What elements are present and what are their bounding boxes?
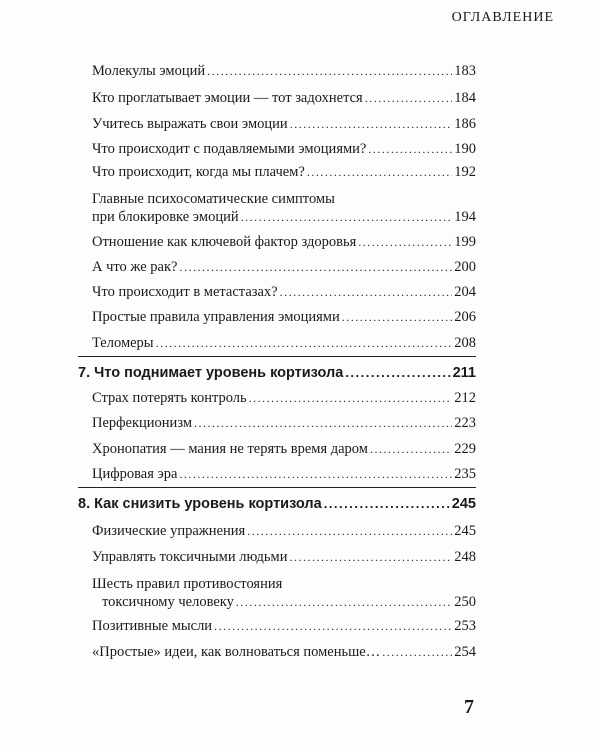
leader-dots (290, 115, 453, 133)
toc-entry[interactable] (92, 283, 476, 301)
entry-title: Молекулы эмоций (92, 63, 206, 79)
entry-title: Простые правила управления эмоциями (92, 309, 340, 325)
chapter-divider (78, 356, 476, 357)
entry-title: токсичному человеку (102, 594, 234, 610)
entry-page: 253 (454, 618, 476, 634)
toc-chapter[interactable] (78, 495, 476, 513)
chapter-divider (78, 487, 476, 488)
leader-dots (370, 440, 452, 458)
entry-page: 200 (454, 259, 476, 275)
toc-entry[interactable] (92, 62, 476, 80)
entry-title: Управлять токсичными людьми (92, 549, 288, 565)
leader-dots (358, 233, 452, 251)
leader-dots (368, 140, 452, 158)
entry-page: 183 (454, 63, 476, 79)
entry-title: Кто проглатывает эмоции — тот задохнется (92, 90, 363, 106)
toc-entry[interactable] (92, 465, 476, 483)
entry-title: А что же рак? (92, 259, 178, 275)
entry-title: Физические упражнения (92, 523, 246, 539)
toc-entry[interactable] (92, 190, 476, 226)
chapter-page: 211 (452, 365, 476, 381)
toc-entry[interactable] (92, 414, 476, 432)
entry-page: 212 (454, 390, 476, 406)
entry-page: 235 (454, 466, 476, 482)
entry-page: 186 (454, 116, 476, 132)
leader-dots (345, 364, 450, 382)
entry-title: Цифровая эра (92, 466, 178, 482)
toc-entry[interactable] (92, 308, 476, 326)
entry-page: 254 (454, 644, 476, 660)
entry-page: 248 (454, 549, 476, 565)
leader-dots (342, 308, 453, 326)
entry-title: при блокировке эмоций (92, 209, 239, 225)
entry-title: «Простые» идеи, как волноваться поменьше… (92, 644, 381, 660)
running-head: ОГЛАВЛЕНИЕ (451, 10, 554, 25)
entry-page: 194 (454, 209, 476, 225)
leader-dots (236, 593, 452, 611)
entry-title: Страх потерять контроль (92, 390, 247, 406)
leader-dots (156, 334, 453, 352)
chapter-title: 8. Как снизить уровень кортизола (78, 496, 322, 512)
toc-entry[interactable] (92, 334, 476, 352)
leader-dots (249, 389, 453, 407)
toc-entry[interactable] (92, 233, 476, 251)
page-number: 7 (464, 696, 474, 718)
entry-page: 204 (454, 284, 476, 300)
entry-title: Что происходит с подавляемыми эмоциями? (92, 141, 367, 157)
entry-page: 199 (454, 234, 476, 250)
entry-title: Отношение как ключевой фактор здоровья (92, 234, 357, 250)
leader-dots (179, 465, 452, 483)
entry-title: Учитесь выражать свои эмоции (92, 116, 288, 132)
entry-title: Что происходит в метастазах? (92, 284, 278, 300)
toc-entry[interactable] (92, 617, 476, 635)
entry-title: Что происходит, когда мы плачем? (92, 164, 305, 180)
toc-entry[interactable] (92, 440, 476, 458)
entry-title-line1: Шесть правил противостояния (92, 576, 283, 592)
toc-entry[interactable] (92, 522, 476, 540)
toc-chapter[interactable] (78, 364, 476, 382)
entry-page: 250 (454, 594, 476, 610)
leader-dots (280, 283, 453, 301)
entry-page: 208 (454, 335, 476, 351)
leader-dots (365, 89, 453, 107)
leader-dots (289, 548, 452, 566)
leader-dots (324, 495, 450, 513)
entry-title: Хронопатия — мания не терять время даром (92, 441, 368, 457)
entry-page: 245 (454, 523, 476, 539)
toc-entry[interactable] (92, 548, 476, 566)
entry-page: 206 (454, 309, 476, 325)
chapter-title: 7. Что поднимает уровень кортизола (78, 365, 344, 381)
toc-entry[interactable] (92, 389, 476, 407)
chapter-page: 245 (451, 496, 476, 512)
toc-entry[interactable] (92, 163, 476, 181)
entry-page: 184 (454, 90, 476, 106)
entry-page: 190 (454, 141, 476, 157)
leader-dots (382, 643, 452, 661)
leader-dots (179, 258, 452, 276)
entry-title: Перфекционизм (92, 415, 193, 431)
entry-title: Позитивные мысли (92, 618, 213, 634)
entry-title: Теломеры (92, 335, 154, 351)
entry-page: 229 (454, 441, 476, 457)
leader-dots (194, 414, 452, 432)
leader-dots (214, 617, 452, 635)
leader-dots (207, 62, 452, 80)
entry-page: 192 (454, 164, 476, 180)
leader-dots (247, 522, 452, 540)
entry-title-line1: Главные психосоматические симптомы (92, 191, 335, 207)
toc-entry[interactable] (92, 643, 476, 661)
leader-dots (307, 163, 452, 181)
toc-entry[interactable] (92, 140, 476, 158)
toc-entry[interactable] (92, 115, 476, 133)
leader-dots (241, 208, 453, 226)
toc-entry[interactable] (92, 89, 476, 107)
entry-page: 223 (454, 415, 476, 431)
toc-entry[interactable] (92, 575, 476, 611)
toc-entry[interactable] (92, 258, 476, 276)
